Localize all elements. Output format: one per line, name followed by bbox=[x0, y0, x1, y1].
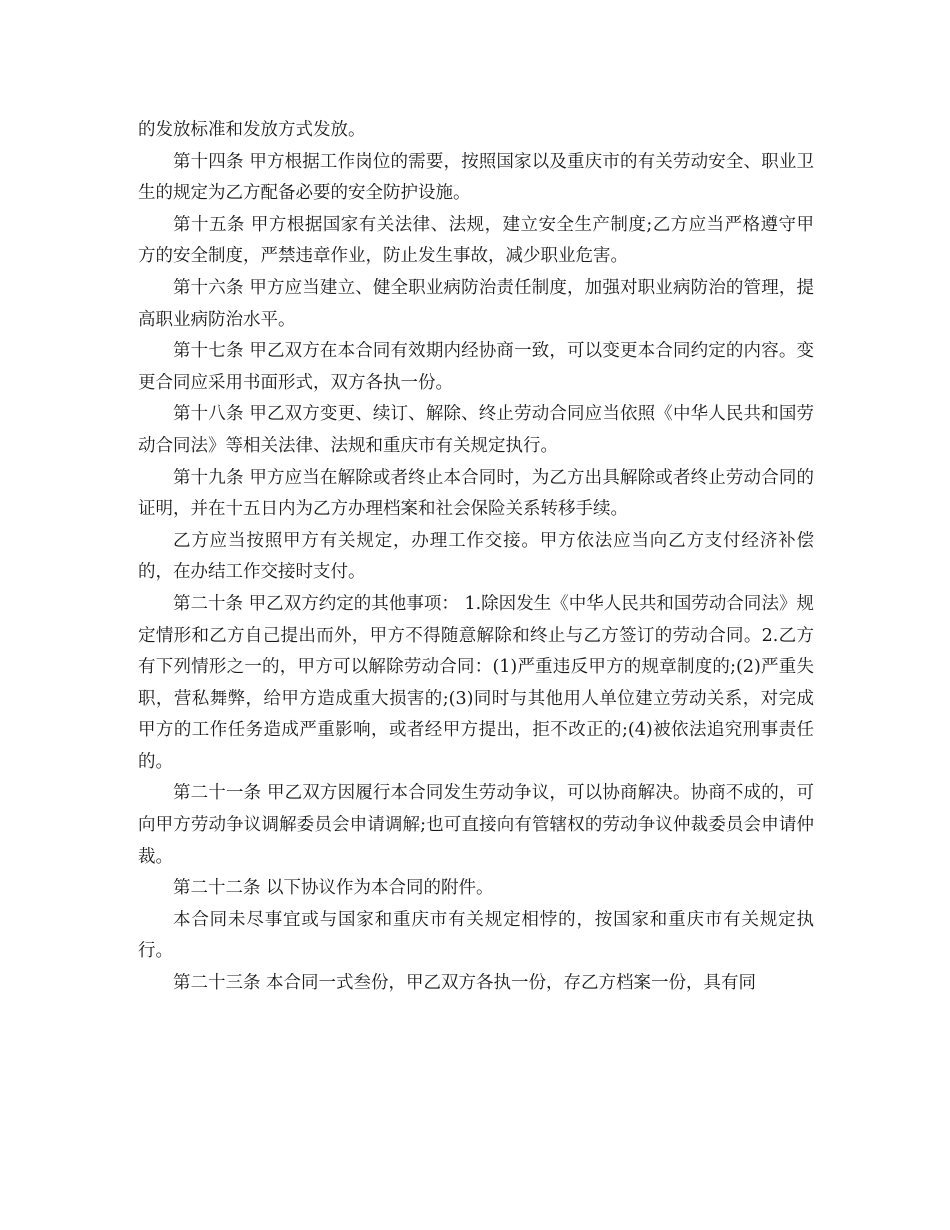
paragraph-article-23: 第二十三条 本合同一式叁份，甲乙双方各执一份，存乙方档案一份，具有同 bbox=[173, 973, 757, 994]
paragraph-article-14: 第十四条 甲方根据工作岗位的需要，按照国家以及重庆市的有关劳动安全、职业卫生的规定为乙方配备必要的安全防护设施。 bbox=[138, 151, 814, 204]
paragraph-handover: 乙方应当按照甲方有关规定，办理工作交接。甲方依法应当向乙方支付经济补偿的，在办结工作交接时支付。 bbox=[138, 530, 814, 583]
paragraph-article-22: 第二十二条 以下协议作为本合同的附件。 bbox=[173, 878, 494, 899]
paragraph-article-16: 第十六条 甲方应当建立、健全职业病防治责任制度，加强对职业病防治的管理，提高职业病防治水平。 bbox=[138, 277, 814, 330]
paragraph-article-18: 第十八条 甲乙双方变更、续订、解除、终止劳动合同应当依照《中华人民共和国劳动合同法》等相关法律、法规和重庆市有关规定执行。 bbox=[138, 404, 814, 456]
paragraph-article-19: 第十九条 甲方应当在解除或者终止本合同时，为乙方出具解除或者终止劳动合同的证明，并在十五日内为乙方办理档案和社会保险关系转移手续。 bbox=[138, 467, 814, 520]
document-body bbox=[138, 115, 814, 1000]
paragraph-article-15: 第十五条 甲方根据国家有关法律、法规，建立安全生产制度;乙方应当严格遵守甲方的安全制度，严禁违章作业，防止发生事故，减少职业危害。 bbox=[138, 214, 814, 267]
paragraph-article-20: 第二十条 甲乙双方约定的其他事项： 1.除因发生《中华人民共和国劳动合同法》规定情形和乙方自己提出而外，甲方不得随意解除和终止与乙方签订的劳动合同。2.乙方有下列情形之一的，甲方可以解除劳动合同：(1)严重违反甲方的规章制度的;(2)严重失职，营私舞弊，给甲方造成重大损害的;(3)同时与其他用人单位建立劳动关系，对完成甲方的工作任务造成严重影响，或者经甲方提出，拒不改正的;(4)被依法追究刑事责任的。 bbox=[138, 593, 814, 772]
paragraph-article-17: 第十七条 甲乙双方在本合同有效期内经协商一致，可以变更本合同约定的内容。变更合同应采用书面形式，双方各执一份。 bbox=[138, 341, 814, 393]
paragraph-article-21: 第二十一条 甲乙双方因履行本合同发生劳动争议，可以协商解决。协商不成的，可向甲方劳动争议调解委员会申请调解;也可直接向有管辖权的劳动争议仲裁委员会申请仲裁。 bbox=[138, 783, 814, 867]
paragraph-continued: 的发放标准和发放方式发放。 bbox=[138, 120, 366, 140]
paragraph-supplementary: 本合同未尽事宜或与国家和重庆市有关规定相悖的，按国家和重庆市有关规定执行。 bbox=[138, 909, 814, 962]
